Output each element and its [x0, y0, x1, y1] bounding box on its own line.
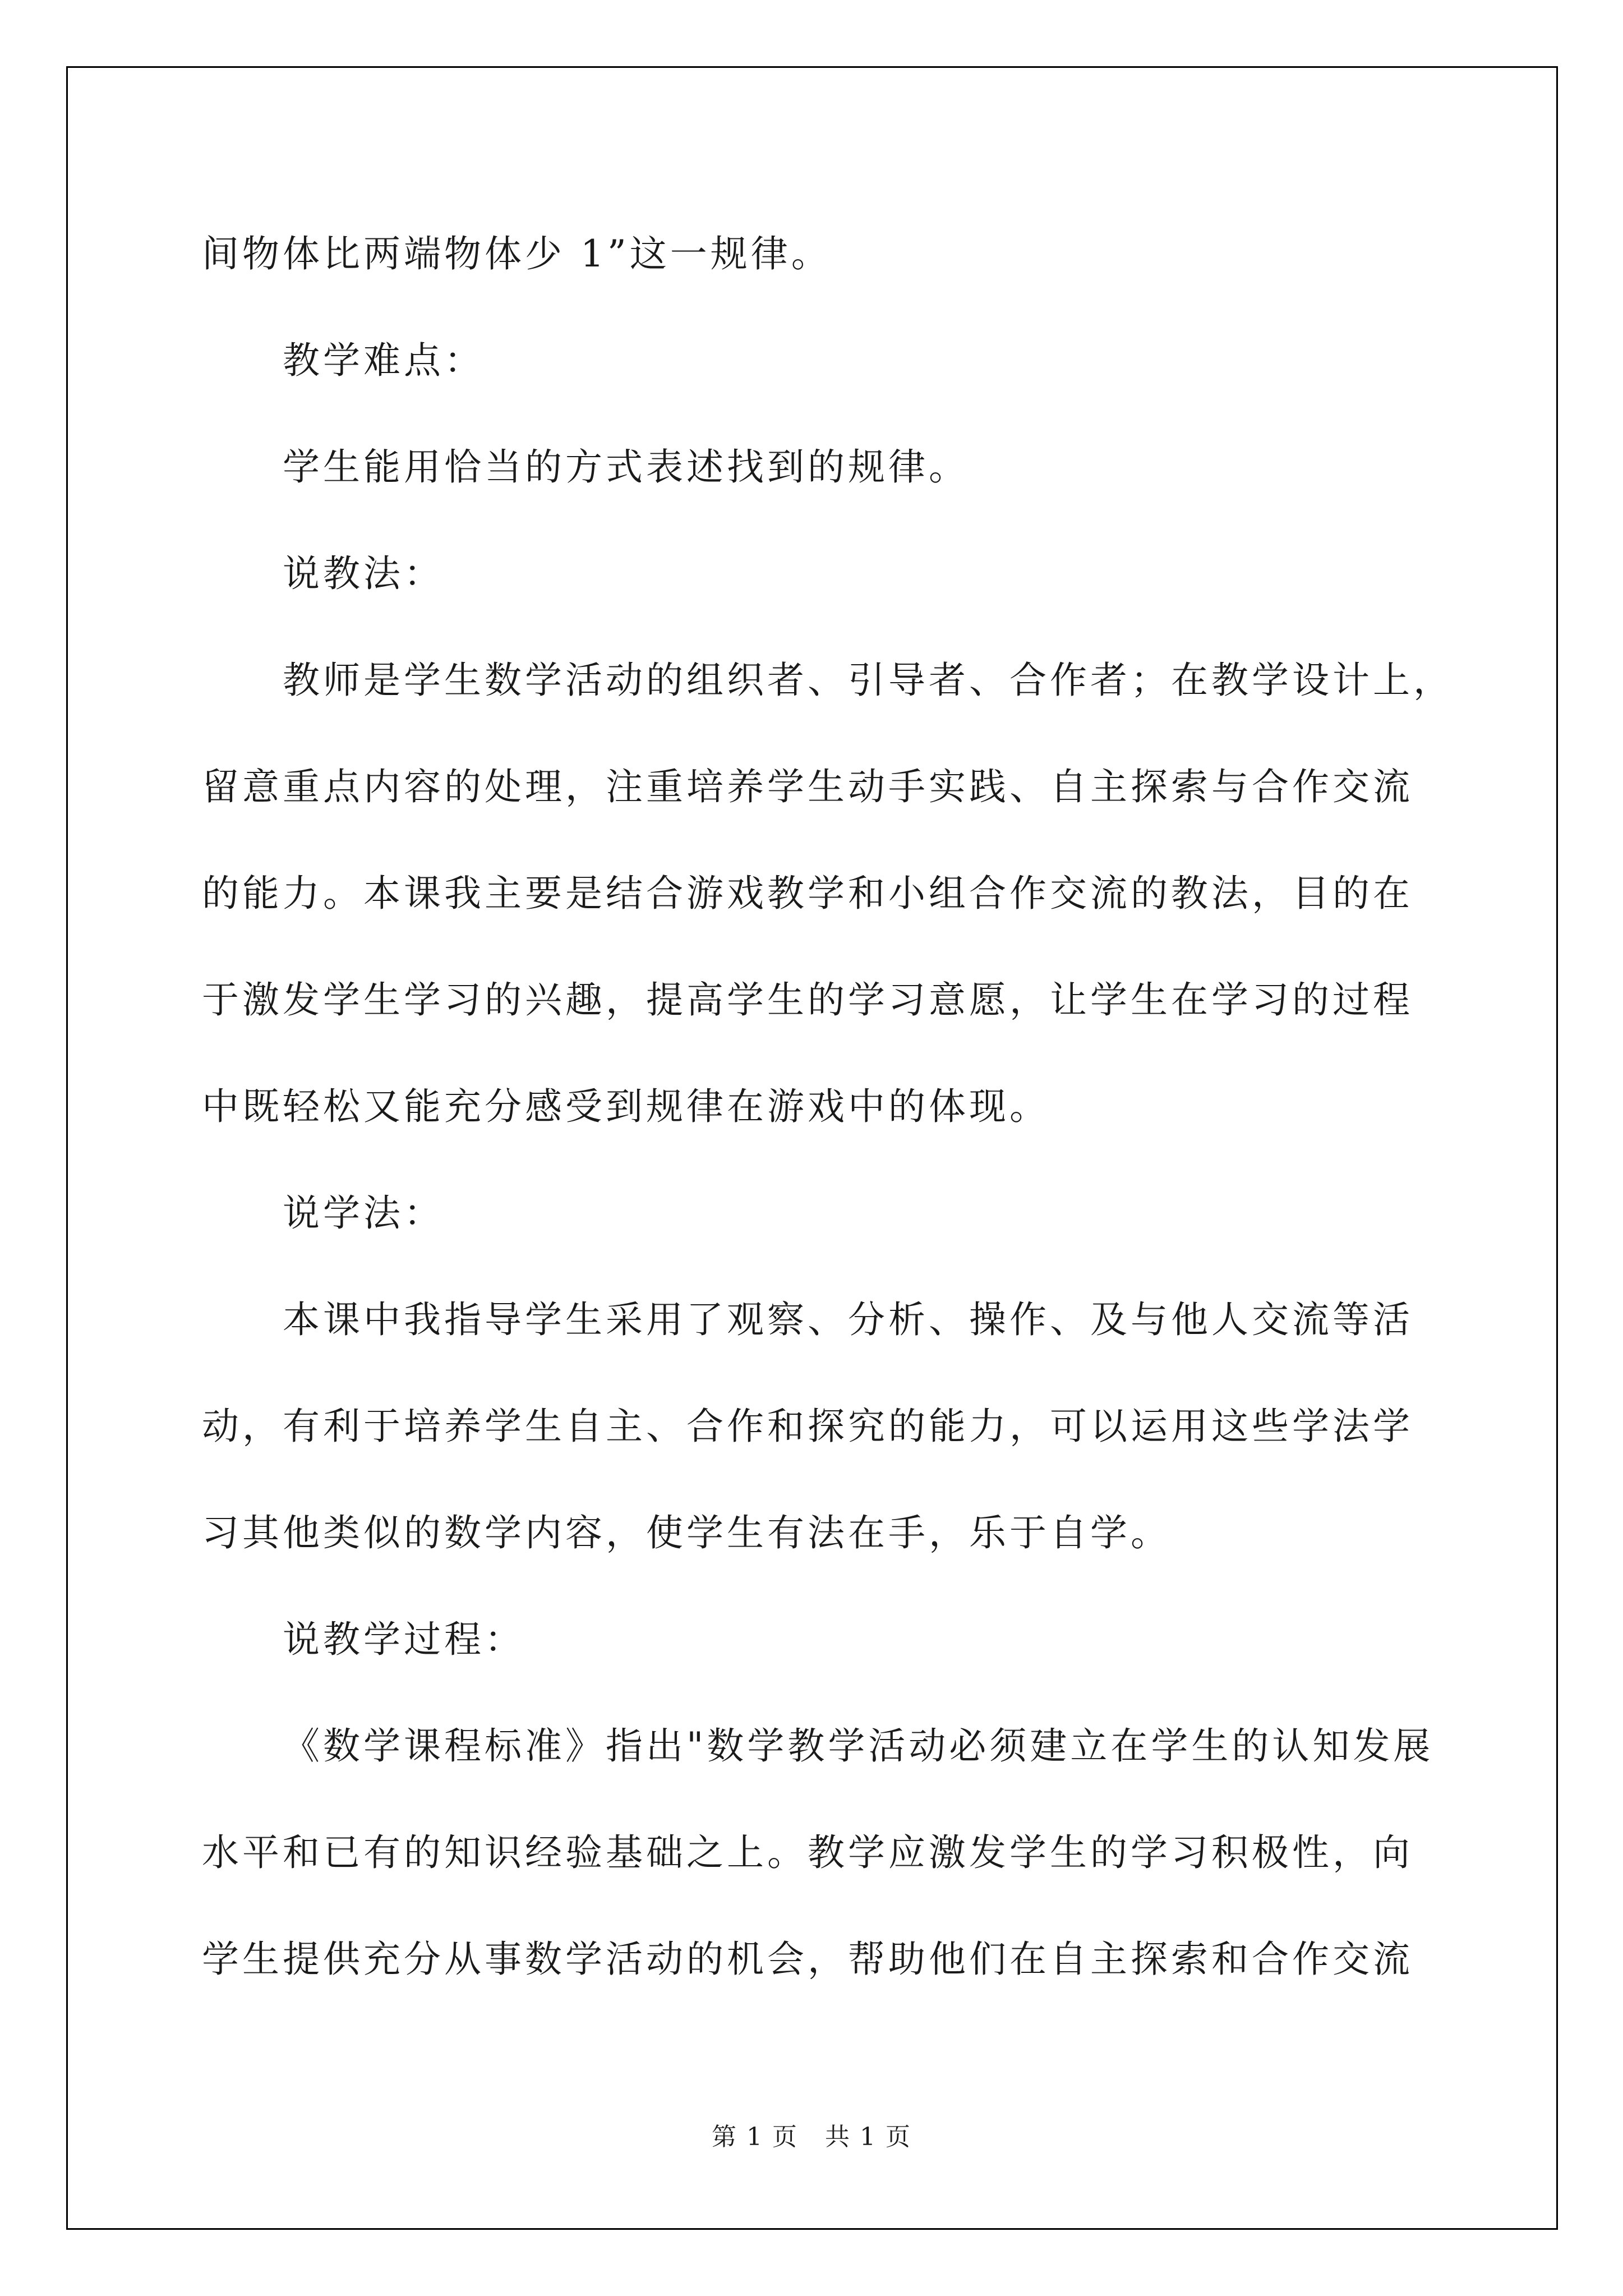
text-line: 动，有利于培养学生自主、合作和探究的能力，可以运用这些学法学	[202, 1405, 1413, 1448]
page-number: 第 1 页	[712, 2123, 798, 2151]
section-heading: 教学难点：	[283, 339, 485, 382]
text-line: 中既轻松又能充分感受到规律在游戏中的体现。	[202, 1085, 1050, 1128]
section-heading: 说学法：	[283, 1191, 444, 1235]
page-border	[66, 66, 1558, 2230]
text-line: 留意重点内容的处理，注重培养学生动手实践、自主探索与合作交流	[202, 765, 1413, 808]
page-total: 共 1 页	[825, 2123, 911, 2151]
text-line: 《数学课程标准》指出"数学教学活动必须建立在学生的认知发展	[283, 1724, 1434, 1768]
text-line: 的能力。本课我主要是结合游戏教学和小组合作交流的教法，目的在	[202, 872, 1413, 915]
text-line: 本课中我指导学生采用了观察、分析、操作、及与他人交流等活	[283, 1298, 1413, 1341]
section-heading: 说教法：	[283, 552, 444, 595]
text-line: 间物体比两端物体少 1”这一规律。	[202, 232, 832, 275]
text-line: 学生提供充分从事数学活动的机会，帮助他们在自主探索和合作交流	[202, 1938, 1413, 1981]
text-line: 教师是学生数学活动的组织者、引导者、合作者；在教学设计上，	[283, 659, 1454, 702]
text-line: 水平和已有的知识经验基础之上。教学应激发学生的学习积极性，向	[202, 1831, 1413, 1874]
page-footer	[0, 2125, 1623, 2150]
text-line: 习其他类似的数学内容，使学生有法在手，乐于自学。	[202, 1511, 1171, 1554]
text-line: 于激发学生学习的兴趣，提高学生的学习意愿，让学生在学习的过程	[202, 978, 1413, 1022]
text-line: 学生能用恰当的方式表述找到的规律。	[283, 445, 969, 489]
section-heading: 说教学过程：	[283, 1618, 525, 1661]
